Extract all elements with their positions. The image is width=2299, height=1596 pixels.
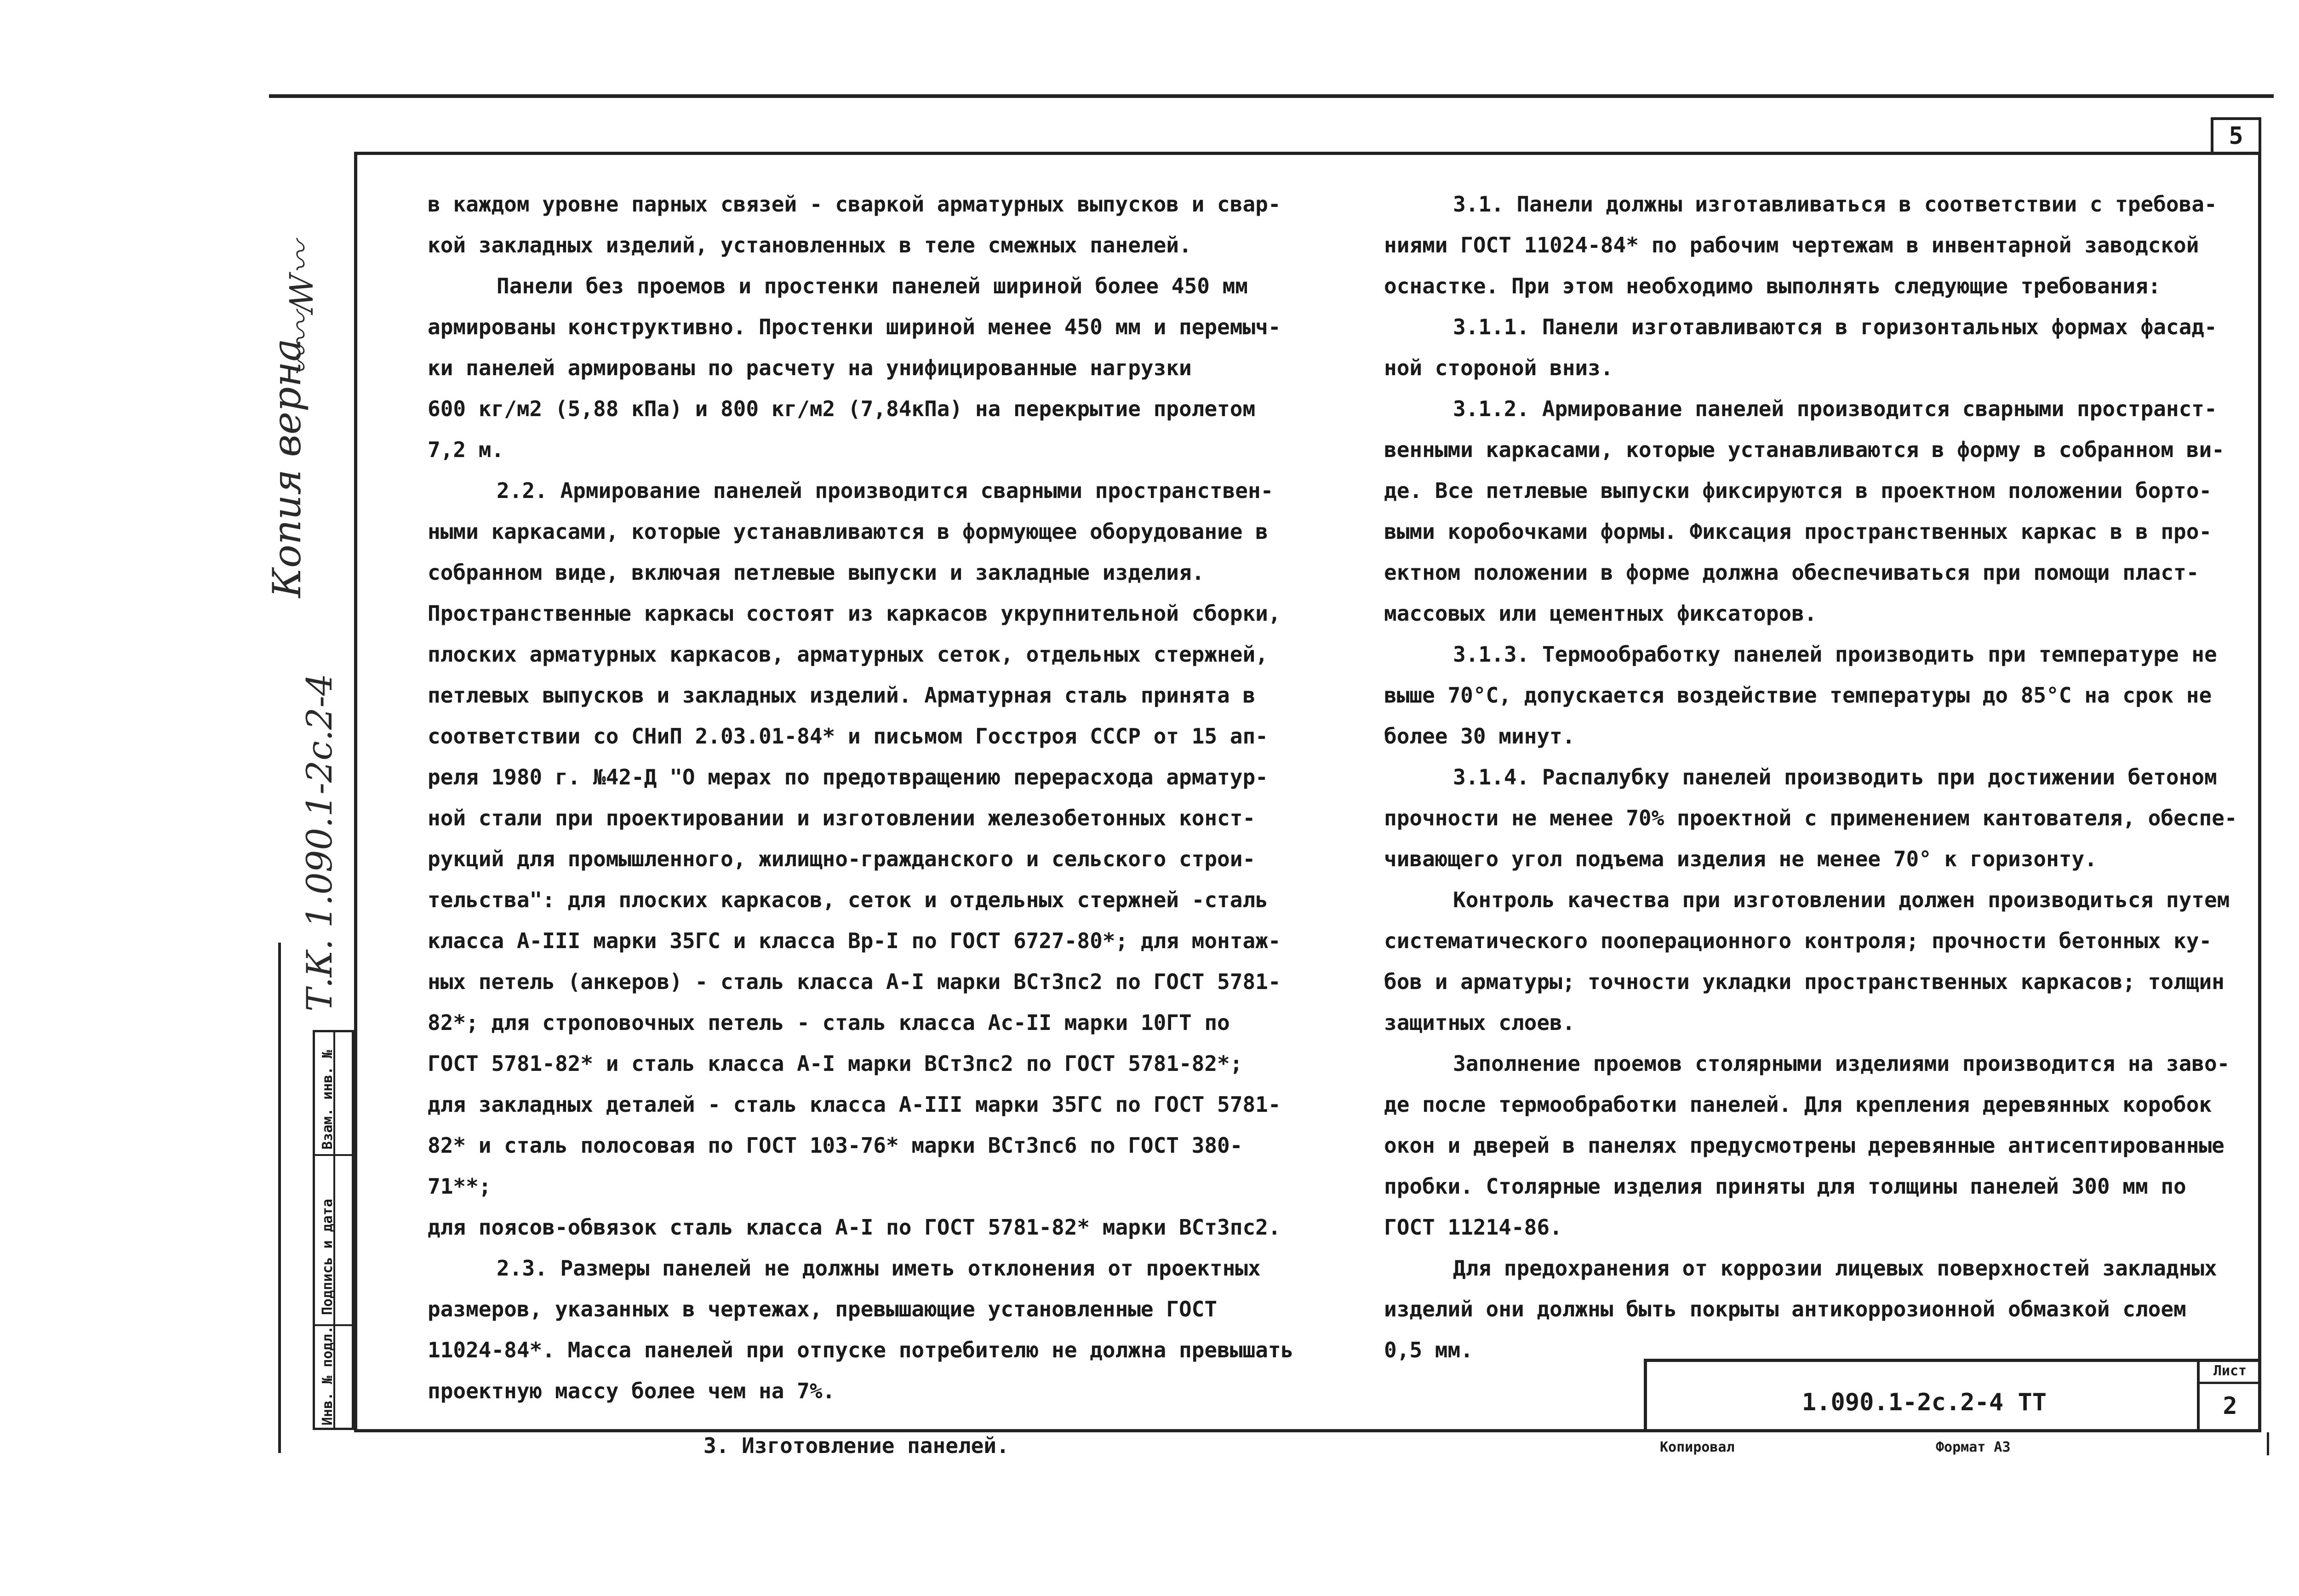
text-line: петлевых выпусков и закладных изделий. Арматурная сталь принята в [428,683,1256,708]
text-line: ной стали при проектировании и изготовлении железобетонных конст- [428,806,1256,830]
text-line: ГОСТ 5781-82* и сталь класса А-I марки ВСт3пс2 по ГОСТ 5781-82*; [428,1051,1243,1076]
text-line: Заполнение проемов столярными изделиями производится на заво- [1453,1051,2230,1076]
sheet-label: Лист [2213,1363,2247,1379]
footer-copied: Копировал [1660,1439,1735,1455]
text-line: размеров, указанных в чертежах, превышающие установленные ГОСТ [428,1297,1218,1321]
text-line: ными каркасами, которые устанавливаются в формующее оборудование в [428,519,1268,544]
text-line: 82*; для строповочных петель - сталь класса Ас-II марки 10ГТ по [428,1010,1230,1035]
footer-format: Формат А3 [1936,1439,2011,1455]
top-edge-line [269,94,2274,98]
text-line: ектном положении в форме должна обеспечиваться при помощи пласт- [1384,560,2199,585]
text-line: 2.2. Армирование панелей производится сварными пространствен- [497,478,1274,503]
text-line: 3.1.2. Армирование панелей производится сварными пространст- [1453,396,2217,421]
binding-line [278,943,281,1453]
text-line: рукций для промышленного, жилищно-гражданского и сельского строи- [428,847,1256,871]
text-line: 3.1.1. Панели изготавливаются в горизонтальных формах фасад- [1453,315,2217,339]
text-line: систематического пооперационного контроля; прочности бетонных ку- [1384,928,2212,953]
text-line: в каждом уровне парных связей - сваркой арматурных выпусков и свар- [428,192,1281,217]
text-line: массовых или цементных фиксаторов. [1384,601,1817,626]
text-line: чивающего угол подъема изделия не менее 70° к горизонту. [1384,847,2097,871]
text-line: пробки. Столярные изделия приняты для толщины панелей 300 мм по [1384,1174,2186,1199]
document-code: 1.090.1-2с.2-4 ТТ [1801,1389,2047,1416]
section-heading: 3. Изготовление панелей. [703,1433,1009,1458]
text-line: 3.1. Панели должны изготавливаться в соответствии с требова- [1453,192,2217,217]
text-line: ниями ГОСТ 11024-84* по рабочим чертежам в инвентарной заводской [1384,233,2199,257]
text-line: для поясов-обвязок сталь класса А-I по ГОСТ 5781-82* марки ВСт3пс2. [428,1215,1281,1240]
text-line: 3.1.3. Термообработку панелей производить при температуре не [1453,642,2217,667]
text-line: оснастке. При этом необходимо выполнять следующие требования: [1384,274,2161,298]
text-line: защитных слоев. [1384,1010,1575,1035]
right-text-column [1384,184,2239,1371]
text-line: Панели без проемов и простенки панелей шириной более 450 мм [497,274,1248,298]
text-line: реля 1980 г. №42-Д "О мерах по предотвращению перерасхода арматур- [428,765,1268,789]
text-line: де. Все петлевые выпуски фиксируются в проектном положении борто- [1384,478,2212,503]
text-line: тельства": для плоских каркасов, сеток и отдельных стержней -сталь [428,887,1268,912]
text-line: собранном виде, включая петлевые выпуски и закладные изделия. [428,560,1205,585]
text-line: Для предохранения от коррозии лицевых поверхностей закладных [1453,1256,2217,1281]
left-text-column [428,184,1301,1466]
copy-note-handwriting: Копия верна [264,338,309,598]
text-line: 82* и сталь полосовая по ГОСТ 103-76* марки ВСт3пс6 по ГОСТ 380-71**; [428,1133,1243,1199]
text-line: класса А-III марки 35ГС и класса Вр-I по ГОСТ 6727-80*; для монтаж- [428,928,1281,953]
text-line: 11024-84*. Масса панелей при отпуске потребителю не должна превышать [428,1338,1294,1362]
text-line: выше 70°С, допускается воздействие температуры до 85°С на срок не [1384,683,2212,708]
text-line: венными каркасами, которые устанавливаются в форму в собранном ви- [1384,437,2225,462]
text-line: плоских арматурных каркасов, арматурных сеток, отдельных стержней, [428,642,1268,667]
text-line: 600 кг/м2 (5,88 кПа) и 800 кг/м2 (7,84кПа) на перекрытие пролетом [428,396,1256,421]
text-line: более 30 минут. [1384,724,1575,749]
text-line: соответствии со СНиП 2.03.01-84* и письмом Госстроя СССР от 15 ап- [428,724,1268,749]
side-cell-signature: Подпись и дата [320,1199,336,1315]
text-line: для закладных деталей - сталь класса А-III марки 35ГС по ГОСТ 5781- [428,1092,1281,1117]
text-line: кой закладных изделий, установленных в теле смежных панелей. [428,233,1192,257]
text-line: проектную массу более чем на 7%. [428,1379,835,1403]
text-line: де после термообработки панелей. Для крепления деревянных коробок [1384,1092,2212,1117]
signature-scribble: 〰〰ꟿ〰 [283,241,320,377]
sheet-number: 2 [2223,1392,2237,1420]
text-line: ных петель (анкеров) - сталь класса А-I марки ВСт3пс2 по ГОСТ 5781- [428,969,1281,994]
text-line: окон и дверей в панелях предусмотрены деревянные антисептированные [1384,1133,2225,1158]
text-line: 0,5 мм. [1384,1338,1473,1362]
text-line: изделий они должны быть покрыты антикоррозионной обмазкой слоем [1384,1297,2186,1321]
text-line: ГОСТ 11214-86. [1384,1215,1562,1240]
series-note-handwriting: Т.К. 1.090.1-2с.2-4 [299,673,340,1012]
text-line: 7,2 м. [428,437,504,462]
text-line: ки панелей армированы по расчету на унифицированные нагрузки [428,355,1192,380]
page-number-box [2211,117,2261,155]
side-cell-replacement: Взам. инв. № [320,1050,336,1150]
text-line: бов и арматуры; точности укладки пространственных каркасов; толщин [1384,969,2225,994]
text-line: прочности не менее 70% проектной с применением кантователя, обеспе- [1384,806,2237,830]
text-line: Пространственные каркасы состоят из каркасов укрупнительной сборки, [428,601,1281,626]
text-line: армированы конструктивно. Простенки шириной менее 450 мм и перемыч- [428,315,1281,339]
text-line: выми коробочками формы. Фиксация пространственных каркас в в про- [1384,519,2212,544]
page-number: 5 [2229,122,2243,150]
side-cell-inventory: Инв. № подл. [320,1326,336,1425]
text-line: ной стороной вниз. [1384,355,1613,380]
text-line: 2.3. Размеры панелей не должны иметь отклонения от проектных [497,1256,1261,1281]
text-line: Контроль качества при изготовлении должен производиться путем [1453,887,2230,912]
text-line: 3.1.4. Распалубку панелей производить при достижении бетоном [1453,765,2217,789]
